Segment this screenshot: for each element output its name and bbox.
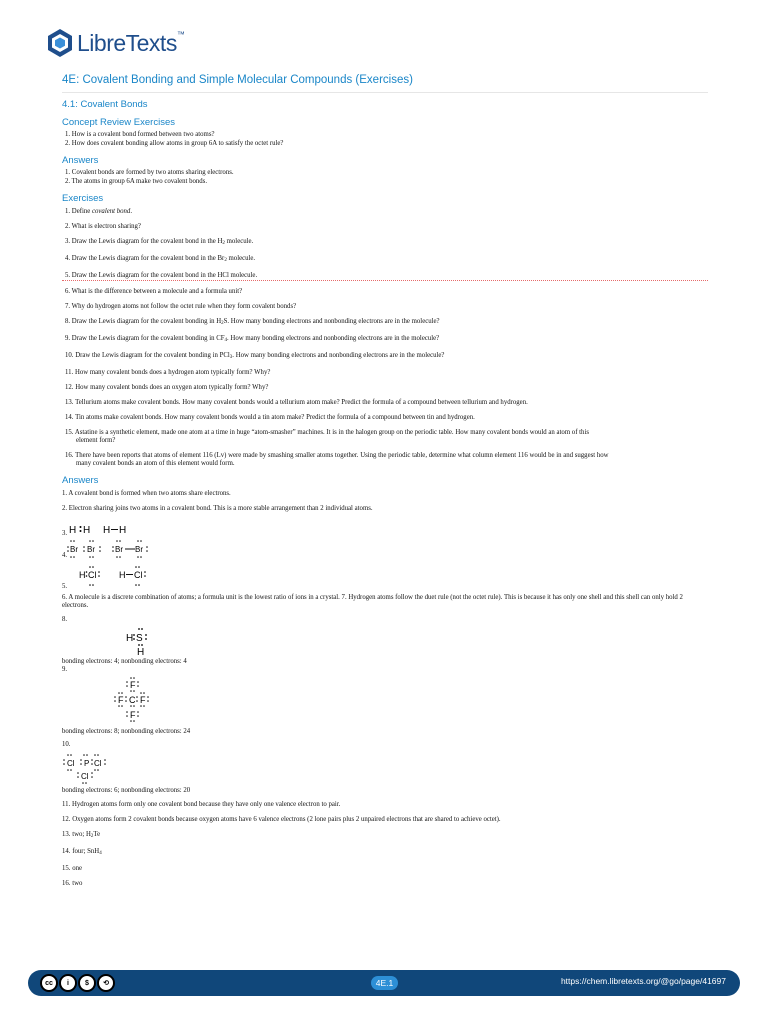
svg-text:S: S	[136, 633, 143, 644]
svg-text:H: H	[83, 525, 91, 536]
exercise-9: 9. Draw the Lewis diagram for the covalent bonding in $CF_4$. How many bonding electrons and nonbonding electrons are in the molecule?	[65, 335, 440, 343]
answer-5: 5. H Cl H Cl	[62, 560, 708, 590]
answer-14: 14. four; SnH$_4$	[62, 848, 102, 856]
section-heading: 4.1: Covalent Bonds	[62, 99, 148, 110]
answer-1: 1. A covalent bond is formed when two atoms share electrons.	[62, 490, 231, 497]
exercise-1: 1. Define covalent bond.	[65, 208, 133, 215]
exercise-12: 12. How many covalent bonds does an oxygen atom typically form? Why?	[65, 384, 269, 391]
svg-text:H: H	[137, 647, 145, 658]
answers1-a2: 2. The atoms in group 6A make two covalent bonds.	[65, 178, 208, 185]
svg-text:F: F	[140, 695, 146, 705]
answers1-a1: 1. Covalent bonds are formed by two atoms sharing electrons.	[65, 169, 234, 176]
answer-11: 11. Hydrogen atoms form only one covalent bond because they have only one valence electron to pair.	[62, 801, 341, 808]
answer-3: 3. H H H H	[62, 522, 708, 538]
svg-text:P: P	[84, 759, 90, 768]
exercise-4: 4. Draw the Lewis diagram for the covalent bond in the $Br_2$ molecule.	[65, 255, 256, 263]
page-url-link[interactable]: https://chem.libretexts.org/@go/page/41697	[560, 976, 726, 986]
concept-q1: 1. How is a covalent bond formed between two atoms?	[65, 131, 215, 138]
exercise-16: 16. There have been reports that atoms of element 116 (Lv) were made by smashing smaller atoms together. Using the periodic table, determine what column element 116 would be in and suggest how many covalent bonds an atom of this element would form.	[65, 452, 609, 467]
svg-text:H: H	[79, 570, 86, 580]
svg-text:F: F	[130, 680, 136, 690]
exercises-heading: Exercises	[62, 193, 104, 204]
answer-9: bonding electrons: 8; nonbonding electrons: 24	[62, 728, 191, 735]
answer-12: 12. Oxygen atoms form 2 covalent bonds because oxygen atoms have 6 valence electrons (2 lone pairs plus 2 unpaired electrons that are shared to achieve octet).	[62, 816, 501, 823]
answers1-heading: Answers	[62, 155, 99, 166]
exercise-7: 7. Why do hydrogen atoms not follow the octet rule when they form covalent bonds?	[65, 303, 297, 310]
lewis-hcl	[67, 564, 157, 590]
answer-10-num: 10.	[62, 741, 71, 748]
svg-text:H: H	[119, 525, 127, 536]
answer-16: 16. two	[62, 880, 83, 887]
lewis-pcl3	[62, 751, 182, 787]
svg-text:Br: Br	[115, 545, 124, 554]
svg-text:C: C	[129, 695, 136, 705]
lewis-h2	[67, 522, 137, 538]
exercise-2: 2. What is electron sharing?	[65, 223, 141, 230]
libretexts-hex-icon	[46, 28, 74, 58]
concept-heading: Concept Review Exercises	[62, 117, 175, 128]
answer-4: 4. Br Br Br Br	[62, 538, 708, 560]
logo-text: LibreTexts	[77, 29, 177, 56]
answer-15: 15. one	[62, 865, 83, 872]
svg-text:F: F	[130, 710, 136, 720]
svg-text:H: H	[69, 525, 77, 536]
libretexts-logo[interactable]	[46, 28, 184, 58]
lewis-cf4	[62, 676, 212, 728]
svg-text:Cl: Cl	[81, 772, 89, 781]
exercise-15: 15. Astatine is a synthetic element, made one atom at a time in huge “atom-smasher” machines. It is in the halogen group on the periodic table. How many covalent bonds would an atom of this element form?	[65, 429, 589, 444]
svg-text:Br: Br	[87, 545, 96, 554]
svg-text:Cl: Cl	[94, 759, 102, 768]
exercise-10: 10. Draw the Lewis diagram for the covalent bonding in PCl$_3$. How many bonding electrons and nonbonding electrons are in the molecule?	[65, 352, 445, 360]
logo-tm: ™	[176, 29, 185, 39]
cc-license-badge[interactable]	[40, 974, 115, 992]
noncommercial-icon: $	[78, 974, 96, 992]
svg-text:Br: Br	[70, 545, 79, 554]
answer-10: bonding electrons: 6; nonbonding electrons: 20	[62, 787, 191, 794]
svg-text:Cl: Cl	[134, 570, 143, 580]
concept-q2: 2. How does covalent bonding allow atoms in group 6A to satisfy the octet rule?	[65, 140, 284, 147]
svg-text:H: H	[126, 633, 134, 644]
svg-text:H: H	[119, 570, 126, 580]
svg-text:Br: Br	[135, 545, 144, 554]
svg-text:Cl: Cl	[67, 759, 75, 768]
lewis-h2s	[62, 626, 212, 658]
page-title: 4E: Covalent Bonding and Simple Molecular Compounds (Exercises)	[62, 74, 708, 93]
answer-8: bonding electrons: 4; nonbonding electrons: 4	[62, 658, 187, 665]
svg-text:Cl: Cl	[88, 570, 97, 580]
share-alike-icon: ⟲	[97, 974, 115, 992]
svg-text:F: F	[118, 695, 124, 705]
by-attribution-icon: i	[59, 974, 77, 992]
answer-9-num: 9.	[62, 666, 68, 673]
footer-bar	[28, 970, 740, 996]
cc-icon: cc	[40, 974, 58, 992]
exercise-3: 3. Draw the Lewis diagram for the covalent bond in the $H_2$ molecule.	[65, 238, 254, 246]
answer-2: 2. Electron sharing joins two atoms in a covalent bond. This is a more stable arrangement than 2 individual atoms.	[62, 505, 373, 512]
exercise-8: 8. Draw the Lewis diagram for the covalent bonding in $H_2S$. How many bonding electrons and nonbonding electrons are in the molecule?	[65, 318, 440, 326]
answer-8-num: 8.	[62, 616, 68, 623]
answer-13: 13. two; $H_2Te$	[62, 831, 101, 839]
answers2-heading: Answers	[62, 475, 99, 486]
exercise-11: 11. How many covalent bonds does a hydrogen atom typically form? Why?	[65, 369, 271, 376]
exercise-5: 5. Draw the Lewis diagram for the covalent bond in the HCl molecule.	[62, 272, 708, 281]
lewis-br2	[67, 538, 157, 560]
exercise-13: 13. Tellurium atoms make covalent bonds. How many covalent bonds would a tellurium atom make? Predict the formula of a compound between tellurium and hydrogen.	[65, 399, 528, 406]
exercise-14: 14. Tin atoms make covalent bonds. How many covalent bonds would a tin atom make? Predict the formula of a compound between tin and hydrogen.	[65, 414, 475, 421]
svg-text:H: H	[103, 525, 111, 536]
page-number-badge: 4E.1	[371, 976, 398, 990]
exercise-6: 6. What is the difference between a molecule and a formula unit?	[65, 288, 243, 295]
answer-6-7: 6. A molecule is a discrete combination of atoms; a formula unit is the lowest ratio of ions in a crystal. 7. Hydrogen atoms follow the duet rule (not the octet rule). This is because it has only one shell and this shell can only hold 2 electrons.	[62, 594, 683, 609]
